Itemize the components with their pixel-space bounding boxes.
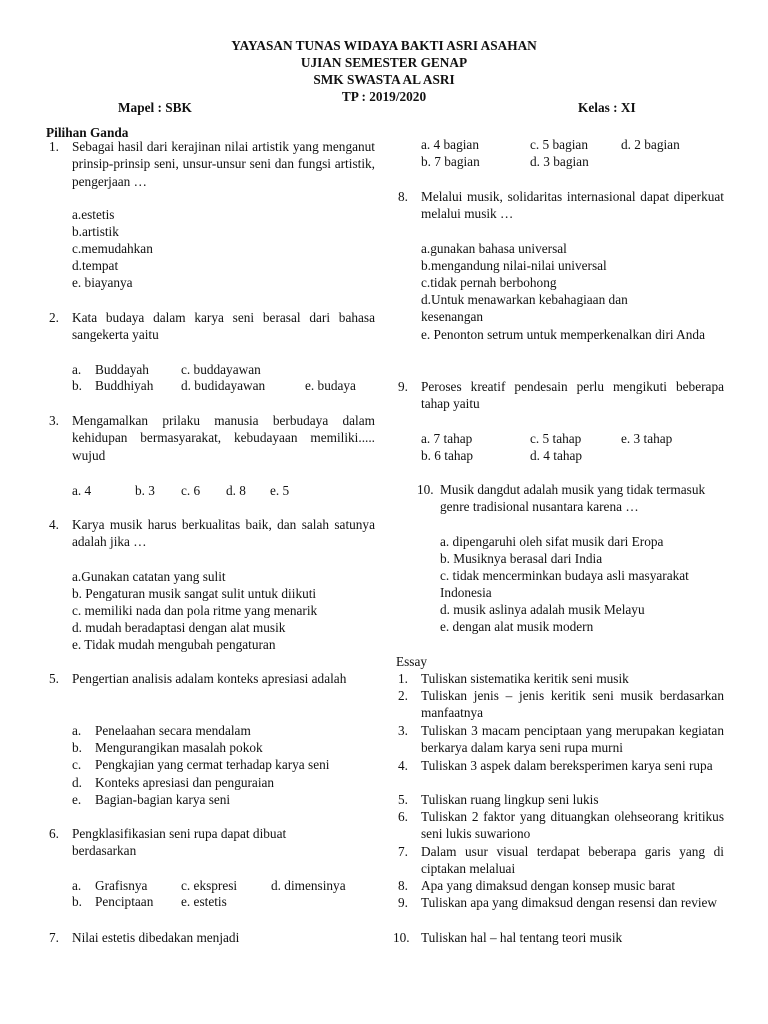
option: e. budaya	[305, 378, 356, 393]
essay-number: 9.	[398, 895, 408, 910]
school-year: TP : 2019/2020	[341, 89, 427, 104]
question-text: Sebagai hasil dari kerajinan nilai artistik yang menganut prinsip-prinsip seni, unsur-unsur seni dan fungsi artistik, pengerjaan …	[72, 139, 375, 189]
question-number: 7.	[49, 930, 59, 945]
option: d.tempat	[72, 258, 119, 273]
question-text: Melalui musik, solidaritas internasional dapat diperkuat melalui musik …	[421, 189, 724, 222]
option: d. budidayawan	[181, 378, 266, 393]
school-name: YAYASAN TUNAS WIDAYA BAKTI ASRI ASAHAN	[231, 38, 537, 53]
essay-number: 3.	[398, 723, 408, 738]
option-letter: a.	[72, 878, 82, 893]
option: e. biayanya	[72, 275, 133, 290]
question-number: 1.	[49, 139, 59, 154]
option-letter: b.	[72, 740, 82, 755]
option: d. mudah beradaptasi dengan alat musik	[72, 620, 286, 635]
question-number: 5.	[49, 671, 59, 686]
option: c.memudahkan	[72, 241, 153, 256]
option: c. memiliki nada dan pola ritme yang menarik	[72, 603, 318, 618]
option: b. 6 tahap	[421, 448, 474, 463]
option: d. 8	[226, 483, 246, 498]
option: a. 7 tahap	[421, 431, 473, 446]
essay-number: 6.	[398, 809, 408, 824]
option: e. dengan alat musik modern	[440, 619, 594, 634]
question-text: Karya musik harus berkualitas baik, dan salah satunya adalah jika …	[72, 517, 375, 550]
option: c. 5 tahap	[530, 431, 582, 446]
essay-question: Tuliskan apa yang dimaksud dengan resensi dan review	[421, 895, 718, 910]
option: c.tidak pernah berbohong	[421, 275, 557, 290]
essay-number: 1.	[398, 671, 408, 686]
essay-title: Essay	[396, 654, 428, 669]
essay-number: 2.	[398, 688, 408, 703]
option: b. 7 bagian	[421, 154, 480, 169]
option: Penciptaan	[95, 894, 154, 909]
essay-question: Tuliskan ruang lingkup seni lukis	[421, 792, 599, 807]
essay-question: Tuliskan jenis – jenis keritik seni musik berdasarkan manfaatnya	[421, 688, 724, 721]
option: c. 5 bagian	[530, 137, 588, 152]
question-text: Mengamalkan prilaku manusia berbudaya dalam kehidupan bermasyarakat, kebudayaan memiliki..... wujud	[72, 413, 375, 463]
option-letter: a.	[72, 362, 82, 377]
option: b. Musiknya berasal dari India	[440, 551, 603, 566]
essay-number: 5.	[398, 792, 408, 807]
option: Mengurangikan masalah pokok	[95, 740, 263, 755]
option: c. ekspresi	[181, 878, 238, 893]
question-text: Nilai estetis dibedakan menjadi	[72, 930, 240, 945]
option: e. estetis	[181, 894, 227, 909]
question-number: 4.	[49, 517, 59, 532]
question-number: 3.	[49, 413, 59, 428]
question-text: Musik dangdut adalah musik yang tidak termasuk genre tradisional nusantara karena …	[440, 482, 706, 515]
option: Konteks apresiasi dan penguraian	[95, 775, 275, 790]
option: e. Penonton setrum untuk memperkenalkan diri Anda	[421, 327, 705, 342]
option: Buddayah	[95, 362, 149, 377]
option: d. 3 bagian	[530, 154, 589, 169]
option: a. 4	[72, 483, 92, 498]
option: a. 4 bagian	[421, 137, 479, 152]
essay-question: Tuliskan 3 macam penciptaan yang merupakan kegiatan berkarya dalam karya seni rupa murni	[421, 723, 724, 756]
option: b.mengandung nilai-nilai universal	[421, 258, 607, 273]
essay-question: Tuliskan sistematika keritik seni musik	[421, 671, 629, 686]
question-number: 9.	[398, 379, 408, 394]
option-letter: c.	[72, 757, 82, 772]
question-number: 10.	[417, 482, 434, 497]
essay-question: Tuliskan 3 aspek dalam bereksperimen karya seni rupa	[421, 758, 713, 773]
option: Pengkajian yang cermat terhadap karya seni	[95, 757, 330, 772]
option: Grafisnya	[95, 878, 148, 893]
question-text: Pengklasifikasian seni rupa dapat dibuat berdasarkan	[72, 826, 287, 859]
option: Bagian-bagian karya seni	[95, 792, 231, 807]
question-text: Kata budaya dalam karya seni berasal dari bahasa sangekerta yaitu	[72, 310, 375, 343]
option: b. Pengaturan musik sangat sulit untuk diikuti	[72, 586, 317, 601]
essay-question: Tuliskan 2 faktor yang dituangkan olehseorang kritikus seni lukis suwariono	[421, 809, 724, 842]
option: Buddhiyah	[95, 378, 154, 393]
question-text: Pengertian analisis adalam konteks apresiasi adalah	[72, 671, 347, 686]
essay-number: 8.	[398, 878, 408, 893]
exam-title: UJIAN SEMESTER GENAP	[300, 55, 468, 70]
option: e. Tidak mudah mengubah pengaturan	[72, 637, 276, 652]
option-letter: a.	[72, 723, 82, 738]
essay-question: Dalam usur visual terdapat beberapa garis yang di ciptakan melaluai	[421, 844, 724, 877]
option: d. 2 bagian	[621, 137, 680, 152]
option: Penelaahan secara mendalam	[95, 723, 251, 738]
question-number: 2.	[49, 310, 59, 325]
question-text: Peroses kreatif pendesain perlu mengikuti beberapa tahap yaitu	[421, 379, 724, 412]
option: a.gunakan bahasa universal	[421, 241, 567, 256]
option: c. 6	[181, 483, 201, 498]
option: d. 4 tahap	[530, 448, 583, 463]
option: b. 3	[135, 483, 155, 498]
option: a.estetis	[72, 207, 115, 222]
option-letter: e.	[72, 792, 82, 807]
option: d.Untuk menawarkan kebahagiaan dan kesenangan	[421, 292, 628, 325]
essay-question: Tuliskan hal – hal tentang teori musik	[421, 930, 623, 945]
option: d. musik aslinya adalah musik Melayu	[440, 602, 645, 617]
option: c. tidak mencerminkan budaya asli masyarakat Indonesia	[440, 568, 689, 601]
option-letter: d.	[72, 775, 82, 790]
option-letter: b.	[72, 894, 82, 909]
subject-label: Mapel : SBK	[118, 100, 192, 115]
option: a.Gunakan catatan yang sulit	[72, 569, 226, 584]
essay-question: Apa yang dimaksud dengan konsep music barat	[421, 878, 676, 893]
option: b.artistik	[72, 224, 119, 239]
option: e. 5	[270, 483, 290, 498]
essay-number: 7.	[398, 844, 408, 859]
essay-number: 4.	[398, 758, 408, 773]
option: d. dimensinya	[271, 878, 346, 893]
option-letter: b.	[72, 378, 82, 393]
option: c. buddayawan	[181, 362, 261, 377]
option: a. dipengaruhi oleh sifat musik dari Eropa	[440, 534, 664, 549]
question-number: 8.	[398, 189, 408, 204]
question-number: 6.	[49, 826, 59, 841]
school-subtitle: SMK SWASTA AL ASRI	[313, 72, 455, 87]
option: e. 3 tahap	[621, 431, 673, 446]
essay-number: 10.	[393, 930, 410, 945]
section-title: Pilihan Ganda	[46, 125, 129, 140]
class-label: Kelas : XI	[578, 100, 636, 115]
